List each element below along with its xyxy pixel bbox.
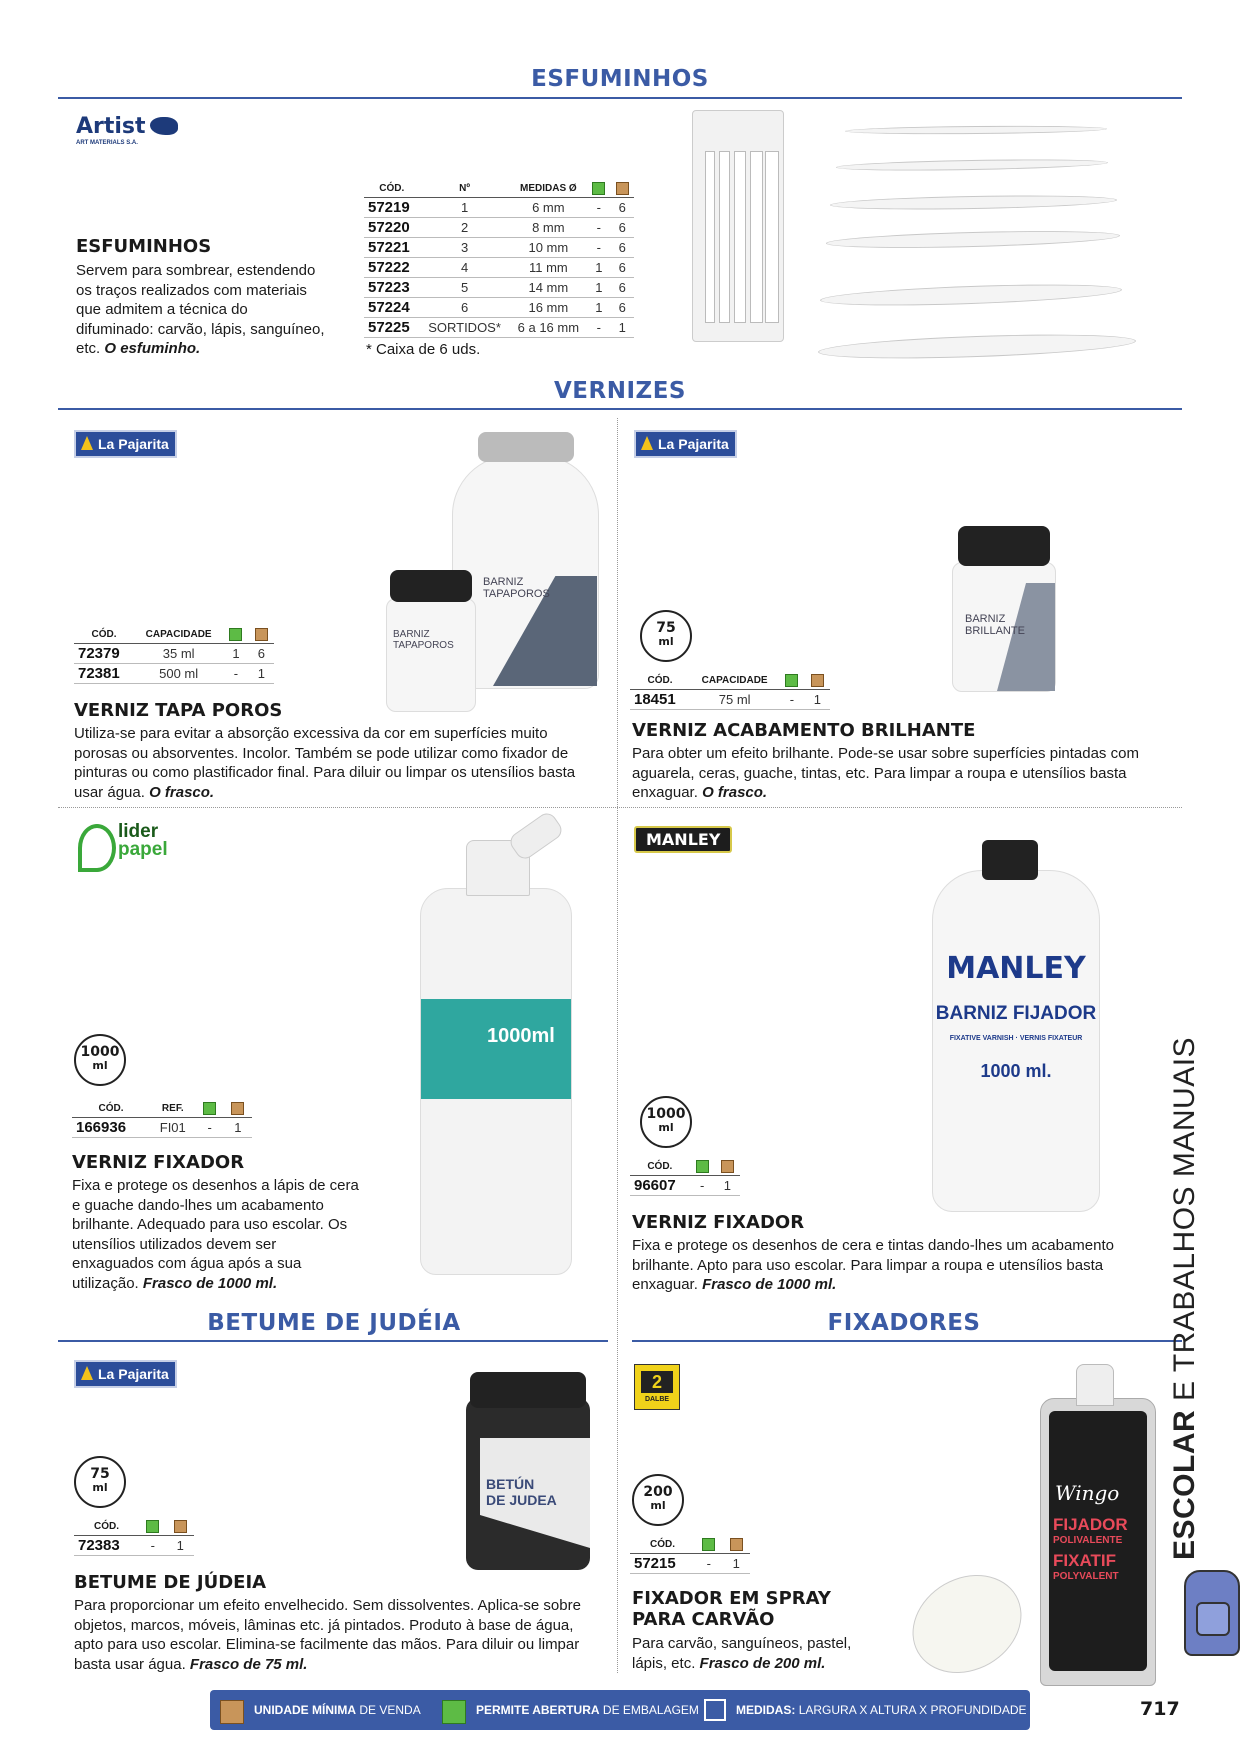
box-icon	[811, 674, 824, 687]
small-jar-image	[386, 598, 476, 712]
page-number: 717	[1140, 1698, 1180, 1720]
table-row: 166936 FI01 - 1	[72, 1118, 252, 1138]
spray-label: FIJADOR	[1053, 1515, 1128, 1534]
palette-icon	[150, 117, 178, 135]
section-rule	[58, 97, 1182, 99]
section-title-vernizes: VERNIZES	[554, 378, 686, 404]
spray-can-image	[1040, 1398, 1156, 1686]
lider-papel-logo	[78, 822, 198, 872]
esfuminho-stick-image	[830, 193, 1117, 211]
footer-legend: UNIDADE MÍNIMA DE VENDA PERMITE ABERTURA DE EMBALAGEM MEDIDAS: LARGURA X ALTURA X PROFUNDIDADE	[210, 1690, 1030, 1730]
large-jar-lid	[478, 432, 574, 462]
esfuminho-stick-image	[826, 228, 1120, 251]
table-row: 72379 35 ml 1 6	[74, 644, 274, 664]
jar-label: BARNIZ	[965, 613, 1006, 625]
small-jar-lid	[390, 570, 472, 602]
box-icon	[220, 1700, 244, 1724]
table-row: 72383 - 1	[74, 1536, 194, 1556]
la-pajarita-logo: La Pajarita	[74, 1360, 177, 1388]
product-title: ESFUMINHOS	[76, 236, 212, 257]
jar-label: TAPAPOROS	[393, 640, 454, 651]
table-row: 57219 1 6 mm - 6	[364, 198, 634, 218]
table-row: 57224 6 16 mm 1 6	[364, 298, 634, 318]
jar-label: BRILLANTE	[965, 625, 1025, 637]
box-icon	[616, 182, 629, 195]
product-title: VERNIZ FIXADOR	[632, 1212, 805, 1233]
spray-label: POLYVALENT	[1053, 1571, 1119, 1582]
box-icon	[174, 1520, 187, 1533]
spray-label: Wingo	[1055, 1481, 1120, 1505]
bottle-label: 1000 ml.	[980, 1061, 1052, 1081]
brilhante-table: CÓD. CAPACIDADE 18451 75 ml - 1	[630, 672, 830, 710]
capacity-badge: 75 ml	[74, 1456, 126, 1508]
fixador-lider-table: CÓD. REF. 166936 FI01 - 1	[72, 1100, 252, 1138]
esfuminho-stick-image	[818, 330, 1137, 362]
table-row: 18451 75 ml - 1	[630, 690, 830, 710]
betume-table: CÓD. 72383 - 1	[74, 1518, 194, 1556]
capacity-badge: 1000 ml	[74, 1034, 126, 1086]
product-description: Para proporcionar um efeito envelhecido. Sem dissolventes. Aplica-se sobre objetos, marcos, móveis, lâminas etc. já pintados. Produto à base de água, apto para uso escolar. Elimina-se facilmente das mãos. Para diluir ou limpar basta usar água. Frasco de 75 ml.	[74, 1597, 581, 1673]
esfuminho-stick-image	[820, 281, 1122, 310]
esfuminhos-table: CÓD. Nº MEDIDAS Ø 57219 1 6 mm - 6 57220 2 8 mm - 6 57221 3 10 mm - 6 57222 4 11 mm 1 6 57223 5 14 mm 1 6 57224 6 16 mm 1 6 57225 SORTIDOS* 6 a 16 mm - 1	[364, 180, 634, 338]
box-icon	[231, 1102, 244, 1115]
product-description: Fixa e protege os desenhos a lápis de cera e guache dando-lhes um acabamento brilhante. Adequado para uso escolar. Os utensílios utilizados devem ser enxaguados com água após a sua utilização. Frasco de 1000 ml.	[72, 1177, 359, 1292]
table-row: 57223 5 14 mm 1 6	[364, 278, 634, 298]
section-title-betume: BETUME DE JUDÉIA	[207, 1310, 461, 1336]
section-rule	[632, 1340, 1182, 1342]
capacity-badge: 200 ml	[632, 1474, 684, 1526]
jar-label: BARNIZ	[483, 576, 524, 588]
capacity-badge: 75 ml	[640, 610, 692, 662]
jar-lid	[470, 1372, 586, 1408]
box-icon	[721, 1160, 734, 1173]
row-divider	[58, 807, 1182, 808]
box-icon	[730, 1538, 743, 1551]
product-title: VERNIZ FIXADOR	[72, 1152, 245, 1173]
section-title-fixadores: FIXADORES	[827, 1310, 981, 1336]
spray-nozzle	[1076, 1364, 1114, 1406]
bottle-image	[932, 870, 1100, 1212]
product-title: VERNIZ ACABAMENTO BRILHANTE	[632, 720, 976, 741]
side-category-label: ESCOLAR E TRABALHOS MANUAIS	[1168, 1036, 1201, 1560]
open-package-icon	[702, 1538, 715, 1551]
spray-label: POLIVALENTE	[1053, 1535, 1123, 1546]
bottle-label: FIXATIVE VARNISH · VERNIS FIXATEUR	[949, 1035, 1083, 1042]
la-pajarita-logo: La Pajarita	[74, 430, 177, 458]
table-row: 57221 3 10 mm - 6	[364, 238, 634, 258]
jar-label: DE JUDEA	[486, 1492, 557, 1508]
open-package-icon	[442, 1700, 466, 1724]
jar-label: BETÚN	[486, 1476, 535, 1492]
product-description: Servem para sombrear, estendendo os traços realizados com materiais que admitem a técnica do difuminado: carvão, lápis, sanguíneo, etc. O esfuminho.	[76, 262, 325, 357]
product-title: FIXADOR EM SPRAY PARA CARVÃO	[632, 1588, 831, 1630]
product-description: Para obter um efeito brilhante. Pode-se usar sobre superfícies pintadas com aguarela, ceras, guache, tintas, etc. Para limpar a roupa e utensílios basta enxaguar. O frasco.	[632, 745, 1139, 801]
bottle-label: 1000ml	[487, 1025, 555, 1047]
product-title: BETUME DE JÚDEIA	[74, 1572, 267, 1593]
bottle-image	[420, 888, 572, 1275]
product-title: VERNIZ TAPA POROS	[74, 700, 283, 721]
fixador-manley-table: CÓD. 96607 - 1	[630, 1158, 740, 1196]
manley-logo: MANLEY	[634, 826, 732, 853]
jar-image	[466, 1398, 590, 1570]
bottle-brand: MANLEY	[946, 951, 1086, 986]
artist-logo	[76, 114, 178, 146]
esfuminho-stick-image	[845, 125, 1107, 135]
spray-table: CÓD. 57215 - 1	[630, 1536, 750, 1574]
bottle-cap	[982, 840, 1038, 880]
spray-cap-image	[895, 1556, 1040, 1693]
dalbe-logo-text: DALBE	[644, 1396, 670, 1403]
open-package-icon	[203, 1102, 216, 1115]
open-package-icon	[146, 1520, 159, 1533]
tapa-poros-table: CÓD. CAPACIDADE 72379 35 ml 1 6 72381 500 ml - 1	[74, 626, 274, 684]
capacity-badge: 1000 ml	[640, 1096, 692, 1148]
table-row: 72381 500 ml - 1	[74, 664, 274, 684]
section-rule	[58, 1340, 608, 1342]
artist-logo-subtitle: ART MATERIALS S.A.	[76, 140, 138, 146]
table-row: 57225 SORTIDOS* 6 a 16 mm - 1	[364, 318, 634, 338]
product-description: Fixa e protege os desenhos de cera e tintas dando-lhes um acabamento brilhante. Apto para uso escolar. Para limpar a roupa e utensílios basta enxaguar. Frasco de 1000 ml.	[632, 1237, 1114, 1293]
product-description: Para carvão, sanguíneos, pastel, lápis, etc. Frasco de 200 ml.	[632, 1635, 852, 1672]
papel-logo-text: papel	[118, 839, 168, 860]
jar-image	[952, 562, 1056, 692]
artist-logo-text: Artist	[76, 114, 146, 139]
dimensions-icon	[704, 1699, 726, 1721]
table-note: * Caixa de 6 uds.	[366, 341, 481, 358]
open-package-icon	[229, 628, 242, 641]
jar-label: BARNIZ	[393, 629, 430, 640]
table-row: 96607 - 1	[630, 1176, 740, 1196]
open-package-icon	[696, 1160, 709, 1173]
jar-lid	[958, 526, 1050, 566]
bottle-label: BARNIZ FIJADOR	[935, 1003, 1097, 1024]
leaf-icon	[78, 824, 116, 872]
table-row: 57220 2 8 mm - 6	[364, 218, 634, 238]
section-rule	[58, 408, 1182, 410]
jar-label: TAPAPOROS	[483, 588, 550, 600]
esfuminho-stick-image	[836, 158, 1108, 173]
column-divider	[617, 418, 618, 1673]
product-description: Utiliza-se para evitar a absorção excessiva da cor em superfícies muito porosas ou absorventes. Incolor. Também se pode utilizar como fixador de pinturas ou como plastificador final. Para diluir ou limpar os utensílios basta usar água. O frasco.	[74, 725, 576, 801]
open-package-icon	[592, 182, 605, 195]
box-icon	[255, 628, 268, 641]
spray-label: FIXATIF	[1053, 1551, 1116, 1570]
backpack-icon	[1184, 1570, 1240, 1656]
dalbe-logo: 2 DALBE	[634, 1364, 680, 1410]
esfuminho-pack-image	[692, 110, 784, 342]
table-row: 57222 4 11 mm 1 6	[364, 258, 634, 278]
section-title-esfuminhos: ESFUMINHOS	[531, 66, 709, 92]
la-pajarita-logo: La Pajarita	[634, 430, 737, 458]
lider-logo-text: lider	[118, 821, 159, 842]
open-package-icon	[785, 674, 798, 687]
table-row: 57215 - 1	[630, 1554, 750, 1574]
